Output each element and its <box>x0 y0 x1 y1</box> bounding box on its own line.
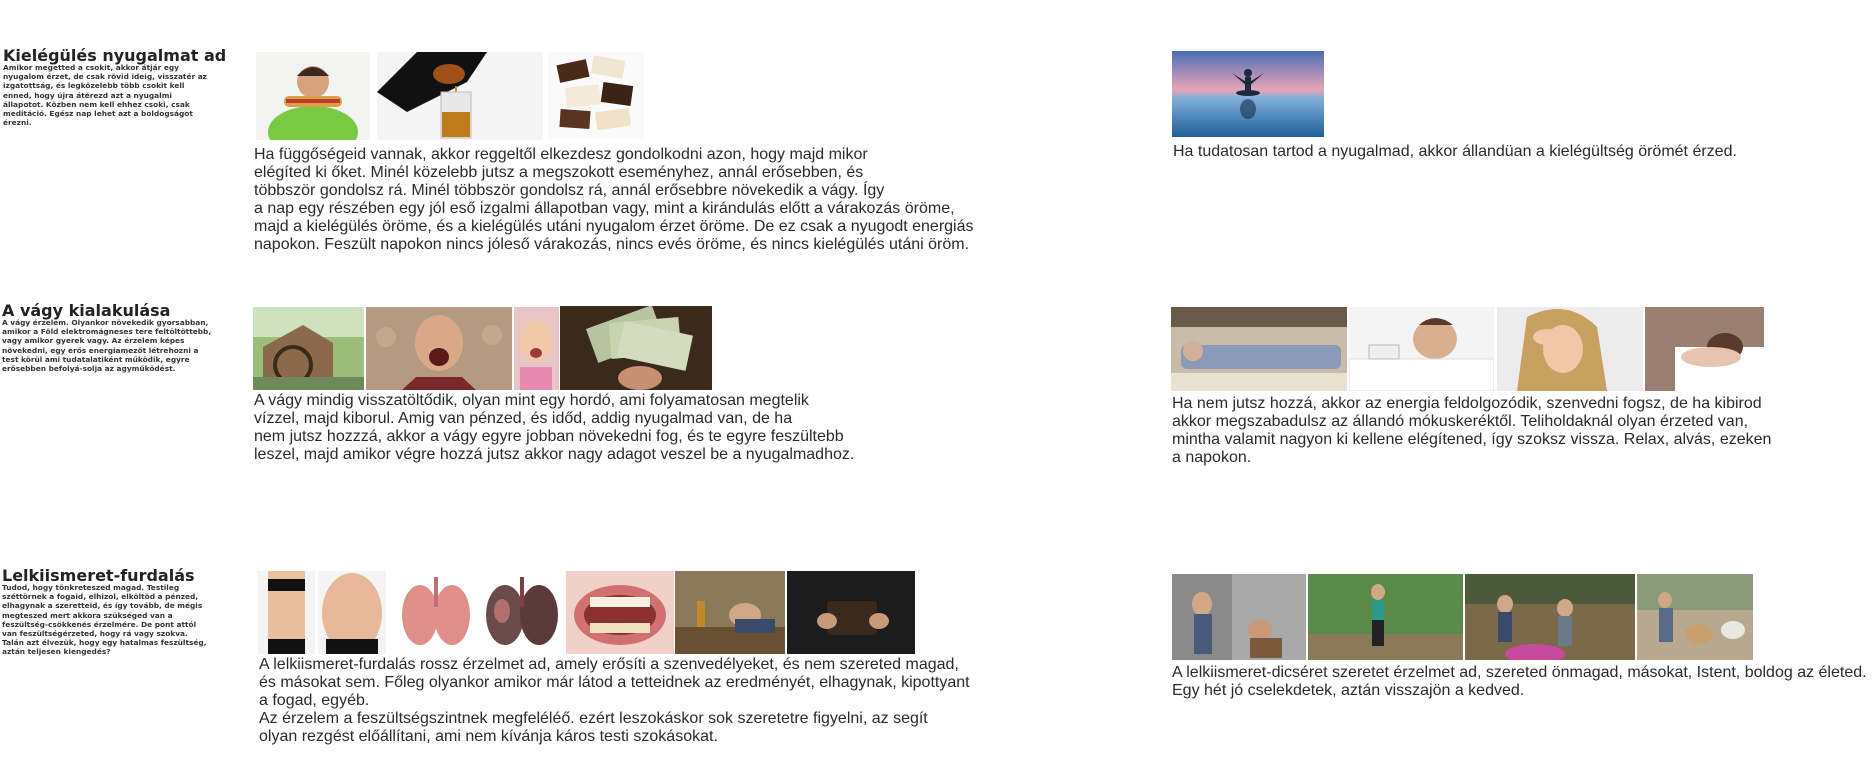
meditation-on-water-image <box>1172 51 1324 137</box>
drunk-man-at-table-image <box>675 571 785 654</box>
chocolate-pieces-image <box>548 52 644 138</box>
text-line: elégíted ki őket. Minél közelebb jutsz a megszokott eseményhez, annál erősebben, és <box>254 164 864 181</box>
section-2-left-text <box>254 392 854 464</box>
section-3-left-text <box>259 656 970 746</box>
section-3-title: Lelkiismeret-furdalás <box>2 566 195 585</box>
text-line: a fogad, egyéb. <box>259 692 370 709</box>
man-with-dogs-image <box>1637 574 1753 660</box>
old-watermill-image <box>253 307 364 390</box>
crying-child-image <box>514 307 559 390</box>
text-line: nem jutsz hozzzá, akkor a vágy egyre jobban növekedni fog, és te egyre feszültebb <box>254 428 844 445</box>
text-line: A lelkiismeret-dicséret szeretet érzelmet ad, szereted önmagad, másokat, Istent, boldog az életed. <box>1172 664 1867 681</box>
helping-homeless-image <box>1172 574 1306 660</box>
teeth-x-image <box>566 571 674 654</box>
text-line: olyan rezgést előállítani, ami nem kívánja káros testi szokásokat. <box>259 728 718 745</box>
text-line: A lelkiismeret-furdalás rossz érzelmet ad, amely erősíti a szenvedélyeket, és nem szereted magad, <box>259 656 959 673</box>
section-2-right-text <box>1172 395 1771 467</box>
sick-man-in-bed-image <box>1349 307 1494 391</box>
text-line: majd a kielégülés öröme, és a kielégülés utáni nyugalom érzet öröme. De ez csak a nyugodt energiás <box>254 218 974 235</box>
text-line: Egy hét jó cselekdetek, aztán visszajön a kedved. <box>1172 682 1525 699</box>
text-line: leszel, majd amikor végre hozzá jutsz akkor nagy adagot veszel be a nyugalmadhoz. <box>254 446 855 463</box>
healthy-lungs-image <box>396 571 476 654</box>
text-line: Ha nem jutsz hozzá, akkor az energia feldolgozódik, szenvedni fogsz, de ha kibirod <box>1172 395 1762 412</box>
text-line: vízzel, majd kiborul. Amig van pénzed, és időd, addig nyugalmad van, de ha <box>254 410 793 427</box>
section-3-right-text <box>1172 664 1867 700</box>
woman-jogging-image <box>1308 574 1463 660</box>
section-1-title: Kielégülés nyugalmat ad <box>3 46 227 65</box>
section-3-description: Tudod, hogy tönkreteszed magad. Testileg széttörnek a fogaid, elhizol, elköltöd a pénzed, elhagynak a szeretteid, és így tovább, de mégis megteszed mert akkora szükséged van a feszültség-csökkenés érzelmére. De pont attól van feszültségérzeted, hogy rá vagy szokva. Talán azt élvezük, hogy egy hatalmas feszültség, aztán teljesen kiengedés? <box>2 583 207 657</box>
text-line: a nap egy részében egy jól eső izgalmi állapotban vagy, mint a kirándulás előtt a várakozás öröme, <box>254 200 955 217</box>
section-2-title: A vágy kialakulása <box>2 301 171 320</box>
section-1-description: Amikor megetted a csokit, akkor átjár egy nyugalom érzet, de csak rövid ideig, visszatér az izgatottság, és legközelebb több csokit kell enned, hogy újra átérezd azt a nyugalmi állapotot. Közben nem kell ehhez csoki, csak meditáció. Egész nap lehet azt a boldogságot érezni. <box>3 63 207 128</box>
screaming-man-image <box>366 307 512 390</box>
text-line: a napokon. <box>1172 449 1252 466</box>
text-line: és másokat sem. Főleg olyankor amikor már látod a tetteidnek az eredményét, elhagynak, kipottyant <box>259 674 970 691</box>
slim-belly-image <box>258 571 315 654</box>
pouring-whiskey-image <box>377 52 543 140</box>
smoker-lungs-image <box>480 571 564 654</box>
dollar-bills-image <box>560 306 712 390</box>
woman-with-headache-image <box>1497 307 1643 391</box>
section-1-left-text <box>254 146 974 254</box>
woman-sleeping-on-pillow-image <box>1645 307 1764 391</box>
man-eating-sandwich-image <box>256 52 370 140</box>
section-2-description: A vágy érzelem. Olyankor növekedik gyorsabban, amikor a Föld elektromágneses tere feltöltöttebb, vagy amikor gyerek vagy. Az érzelem képes növekedni, egy erős energiamezőt létrehozni a test körül ami tudatalatiként működik, egyre erősebben befolyá-solja az agyműködést. <box>2 318 212 374</box>
section-1-right-text <box>1173 143 1737 161</box>
text-line: mintha valamit nagyon ki kellene elégítened, így szoksz vissza. Relax, alvás, ezeken <box>1172 431 1772 448</box>
text-line: Ha tudatosan tartod a nyugalmad, akkor állandüan a kielégültség örömét érzed. <box>1173 143 1737 160</box>
empty-wallet-image <box>787 571 915 654</box>
man-lying-in-bed-image <box>1171 307 1347 391</box>
text-line: akkor megszabadulsz az állandó mókuskeréktől. Teliholdaknál olyan érzeted van, <box>1172 413 1749 430</box>
text-line: A vágy mindig visszatöltődik, olyan mint egy hordó, ami folyamatosan megtelik <box>254 392 809 409</box>
text-line: napokon. Feszült napokon nincs jólеső várakozás, nincs evés öröme, és nincs kielégülés utáni öröm. <box>254 236 970 253</box>
text-line: többször gondolsz rá. Minél többször gondolsz rá, annál erősebbre növekedik a vágy. Így <box>254 182 885 199</box>
text-line: Ha függőségeid vannak, akkor reggeltől elkezdesz gondolkodni azon, hogy majd mikor <box>254 146 868 163</box>
fat-belly-image <box>318 571 386 654</box>
text-line: Az érzelem a feszültségszintnek megfeléléő. ezért leszokáskor sok szeretetre figyelni, az segít <box>259 710 928 727</box>
family-with-dog-image <box>1465 574 1635 660</box>
